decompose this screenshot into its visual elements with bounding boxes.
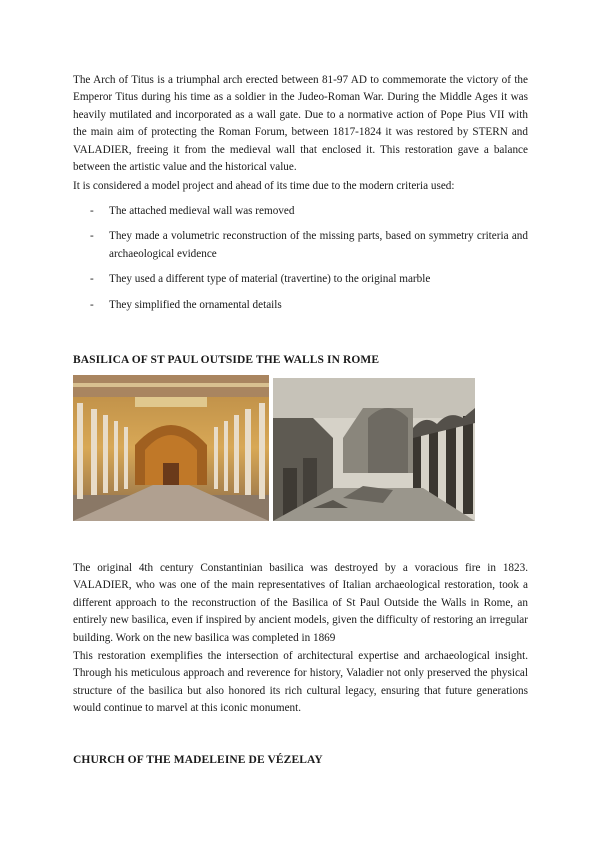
- list-item: [73, 271, 528, 288]
- list-item-text: The attached medieval wall was removed: [109, 205, 295, 217]
- basilica-paragraph-2: This restoration exemplifies the intersection of architectural expertise and archaeological insight. Through his meticulous approach and reverence for history, Valadier not only preserved the physical structure of the basilica but also honored its rich cultural legacy, ensuring that future generations would continue to marvel at this iconic monument.: [73, 650, 528, 715]
- basilica-heading: BASILICA OF ST PAUL OUTSIDE THE WALLS IN ROME: [73, 354, 380, 366]
- basilica-ruins-engraving: [273, 378, 475, 521]
- list-item: [73, 228, 528, 263]
- criteria-list: [73, 203, 528, 314]
- bullet-dash: -: [90, 298, 94, 311]
- basilica-paragraph-1: The original 4th century Constantinian basilica was destroyed by a voracious fire in 1823. VALADIER, who was one of the main representatives of Italian archaeological restoration, took a different approach to the reconstruction of the Basilica of St Paul Outside the Walls in Rome, an entirely new basilica, even if inspired by ancient models, given the difficulty of restoring an irregular building. Work on the new basilica was completed in 1869: [73, 562, 528, 644]
- basilica-interior-photo: [73, 375, 269, 521]
- bullet-dash: -: [90, 273, 94, 286]
- bullet-dash: -: [90, 205, 94, 217]
- bullet-dash: -: [90, 230, 94, 243]
- list-item-text: They simplified the ornamental details: [109, 298, 282, 311]
- list-item-text: They made a volumetric reconstruction of the missing parts, based on symmetry criteria and archaeological evidence: [109, 230, 528, 260]
- list-item: [73, 203, 528, 220]
- list-item: [73, 297, 528, 314]
- arch-paragraph-2: It is considered a model project and ahead of its time due to the modern criteria used:: [73, 180, 455, 192]
- madeleine-heading: CHURCH OF THE MADELEINE DE VÉZELAY: [73, 754, 323, 766]
- list-item-text: They used a different type of material (travertine) to the original marble: [109, 273, 431, 286]
- arch-paragraph-1: The Arch of Titus is a triumphal arch erected between 81-97 AD to commemorate the victory of the Emperor Titus during his time as a soldier in the Judeo-Roman War. During the Middle Ages it was heavily mutilated and incorporated as a wall gate. Due to a normative action of Pope Pius VII with the main aim of protecting the Roman Forum, between 1817-1824 it was restored by STERN and VALADIER, freeing it from the medieval wall that enclosed it. This restoration gave a balance between the artistic value and the historical value.: [73, 74, 528, 174]
